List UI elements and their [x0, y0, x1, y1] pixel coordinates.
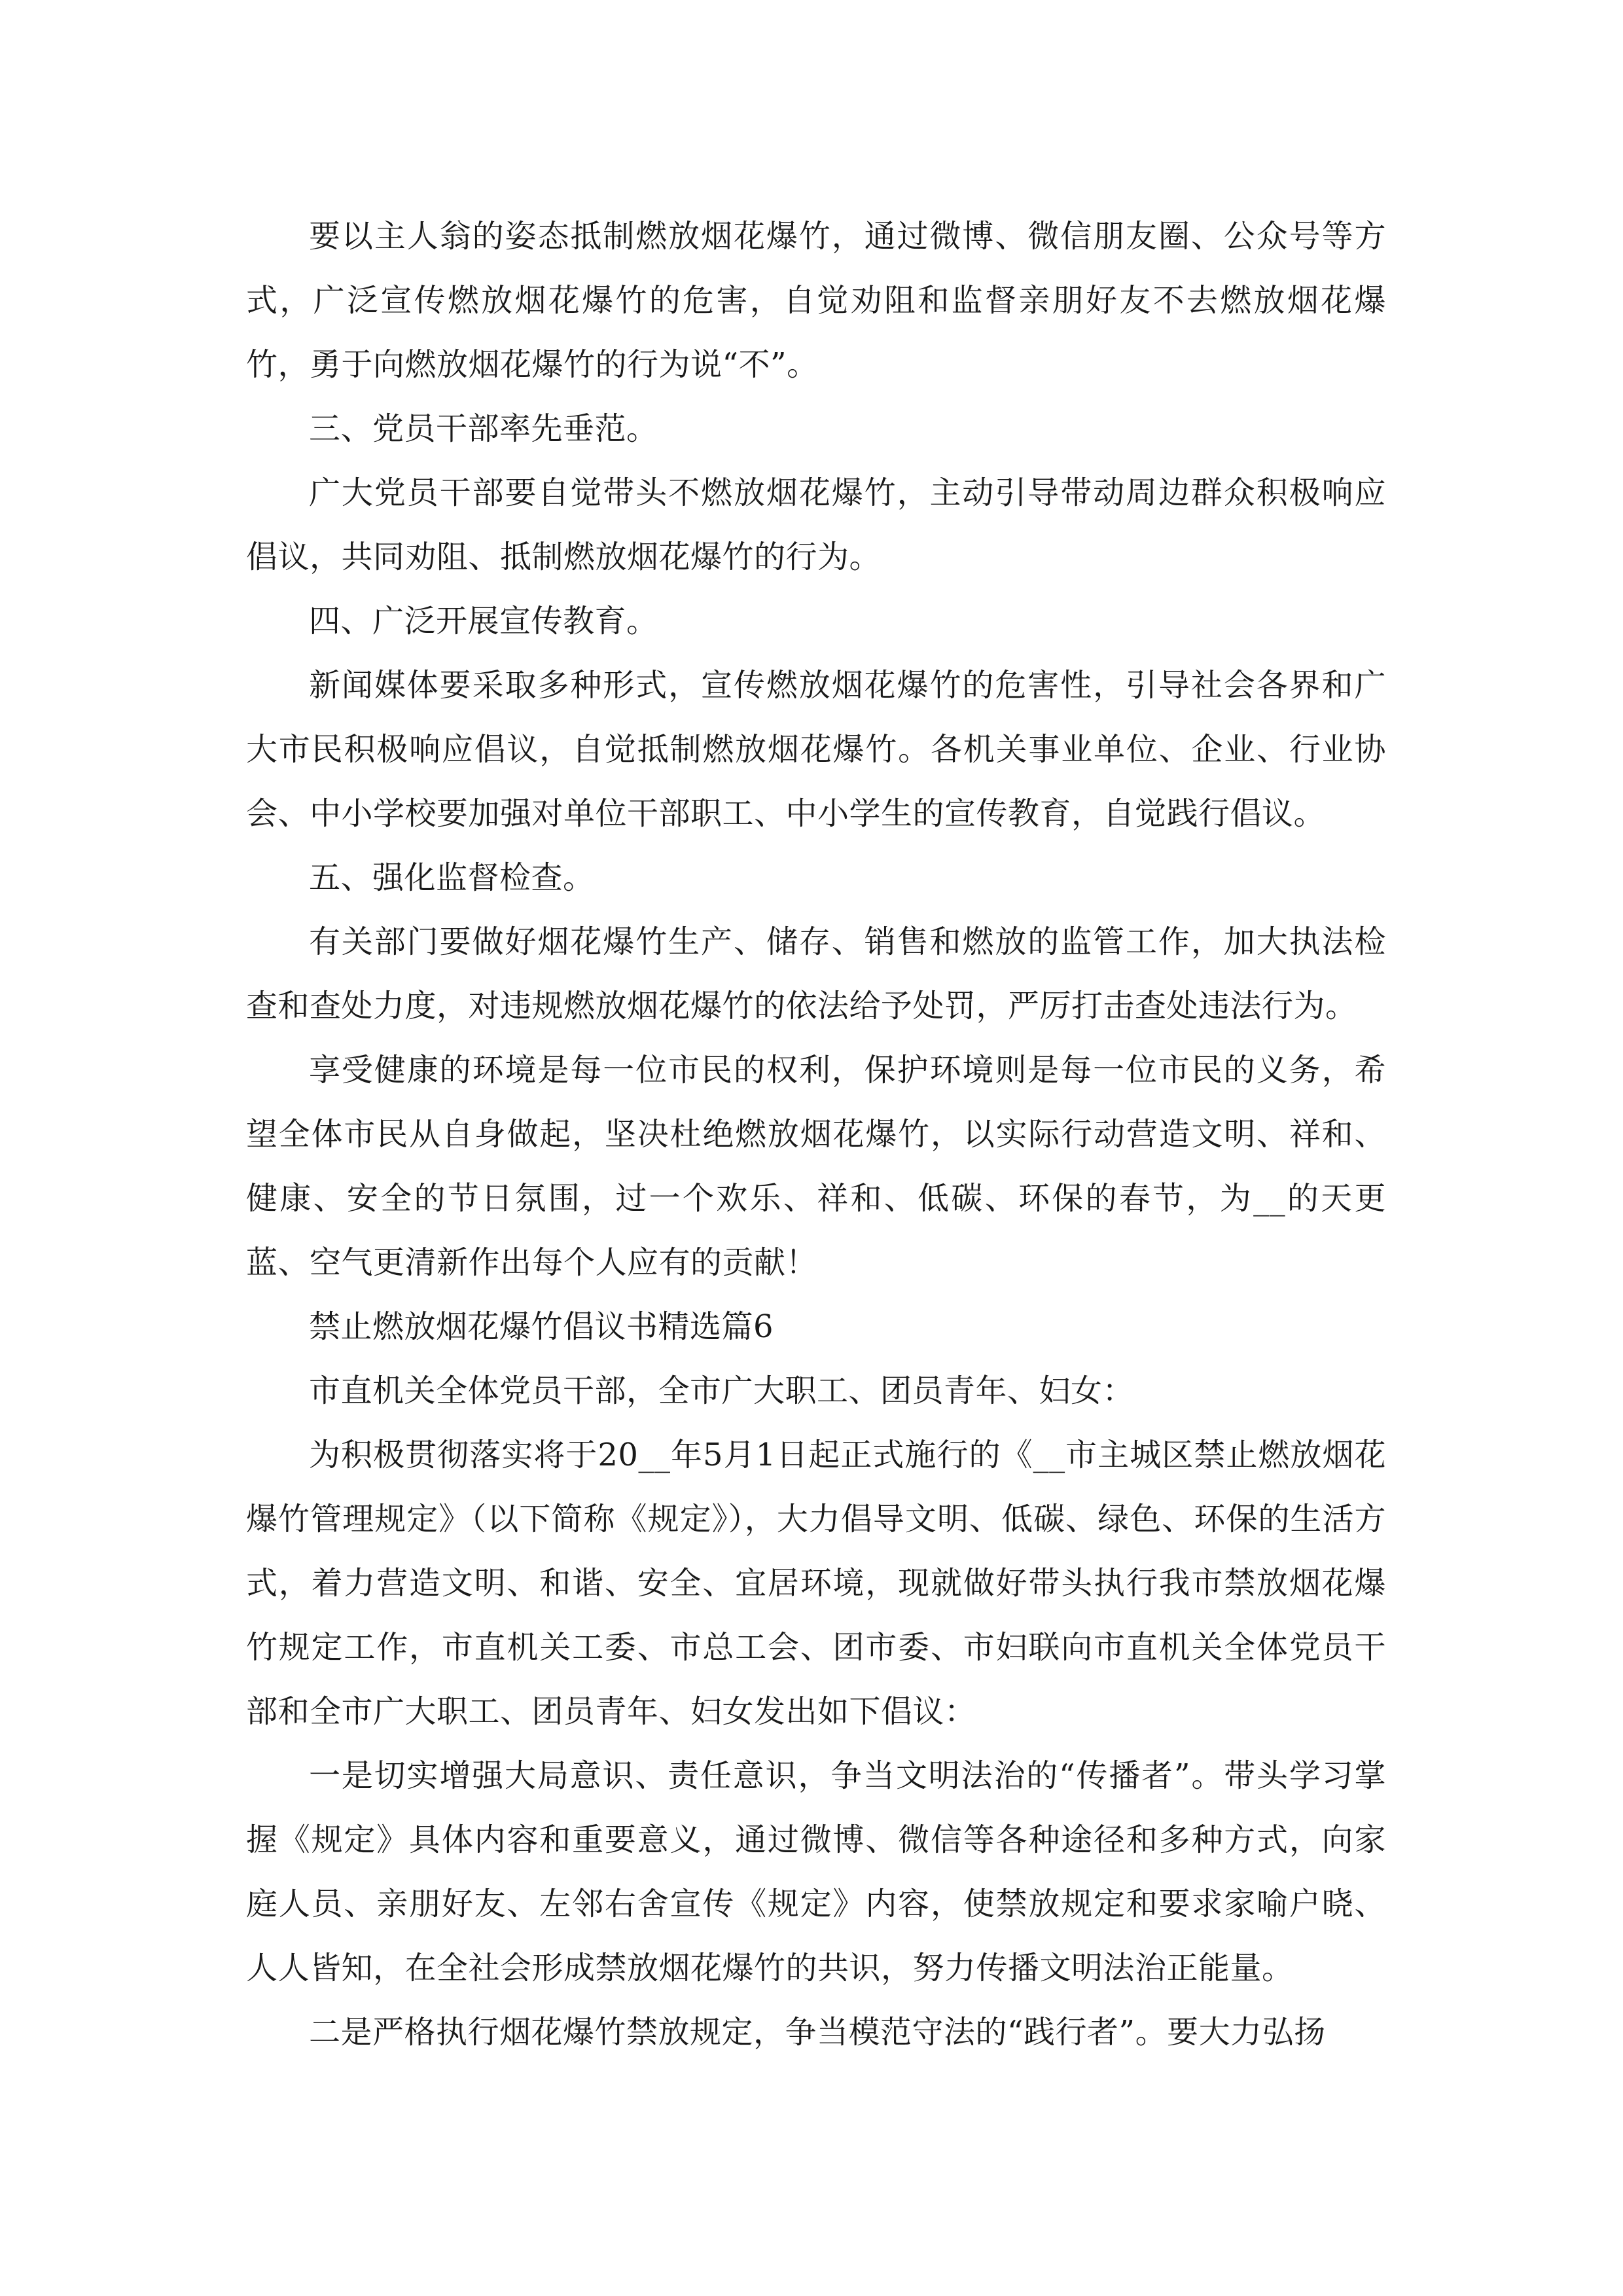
section-heading-3: 三、党员干部率先垂范。 [309, 410, 658, 447]
paragraph: 新闻媒体要采取多种形式，宣传燃放烟花爆竹的危害性，引导社会各界和广大市民积极响应倡议，自觉抵制燃放烟花爆竹。各机关事业单位、企业、行业协会、中小学校要加强对单位干部职工、中小学生的宣传教育，自觉践行倡议。 [246, 667, 1386, 832]
salutation: 市直机关全体党员干部，全市广大职工、团员青年、妇女： [309, 1372, 1135, 1409]
section-heading-4: 四、广泛开展宣传教育。 [309, 603, 658, 639]
paragraph: 要以主人翁的姿态抵制燃放烟花爆竹，通过微博、微信朋友圈、公众号等方式，广泛宣传燃放烟花爆竹的危害，自觉劝阻和监督亲朋好友不去燃放烟花爆竹，勇于向燃放烟花爆竹的行为说“不”。 [246, 218, 1386, 383]
paragraph: 一是切实增强大局意识、责任意识，争当文明法治的“传播者”。带头学习掌握《规定》具体内容和重要意义，通过微博、微信等各种途径和多种方式，向家庭人员、亲朋好友、左邻右舍宣传《规定》内容，使禁放规定和要求家喻户晓、人人皆知，在全社会形成禁放烟花爆竹的共识，努力传播文明法治正能量。 [246, 1757, 1386, 1986]
paragraph: 广大党员干部要自觉带头不燃放烟花爆竹，主动引导带动周边群众积极响应倡议，共同劝阻、抵制燃放烟花爆竹的行为。 [246, 475, 1386, 575]
section-heading-5: 五、强化监督检查。 [309, 859, 595, 896]
paragraph: 享受健康的环境是每一位市民的权利，保护环境则是每一位市民的义务，希望全体市民从自身做起，坚决杜绝燃放烟花爆竹，以实际行动营造文明、祥和、健康、安全的节日氛围，过一个欢乐、祥和、低碳、环保的春节，为__的天更蓝、空气更清新作出每个人应有的贡献！ [246, 1052, 1386, 1281]
paragraph: 为积极贯彻落实将于20__年5月1日起正式施行的《__市主城区禁止燃放烟花爆竹管理规定》（以下简称《规定》），大力倡导文明、低碳、绿色、环保的生活方式，着力营造文明、和谐、安全、宜居环境，现就做好带头执行我市禁放烟花爆竹规定工作，市直机关工委、市总工会、团市委、市妇联向市直机关全体党员干部和全市广大职工、团员青年、妇女发出如下倡议： [246, 1437, 1386, 1730]
document-body [246, 204, 1386, 2064]
paragraph: 有关部门要做好烟花爆竹生产、储存、销售和燃放的监管工作，加大执法检查和查处力度，对违规燃放烟花爆竹的依法给予处罚，严厉打击查处违法行为。 [246, 924, 1386, 1024]
paragraph: 二是严格执行烟花爆竹禁放规定，争当模范守法的“践行者”。要大力弘扬 [309, 2014, 1326, 2051]
article-title: 禁止燃放烟花爆竹倡议书精选篇6 [309, 1308, 774, 1345]
